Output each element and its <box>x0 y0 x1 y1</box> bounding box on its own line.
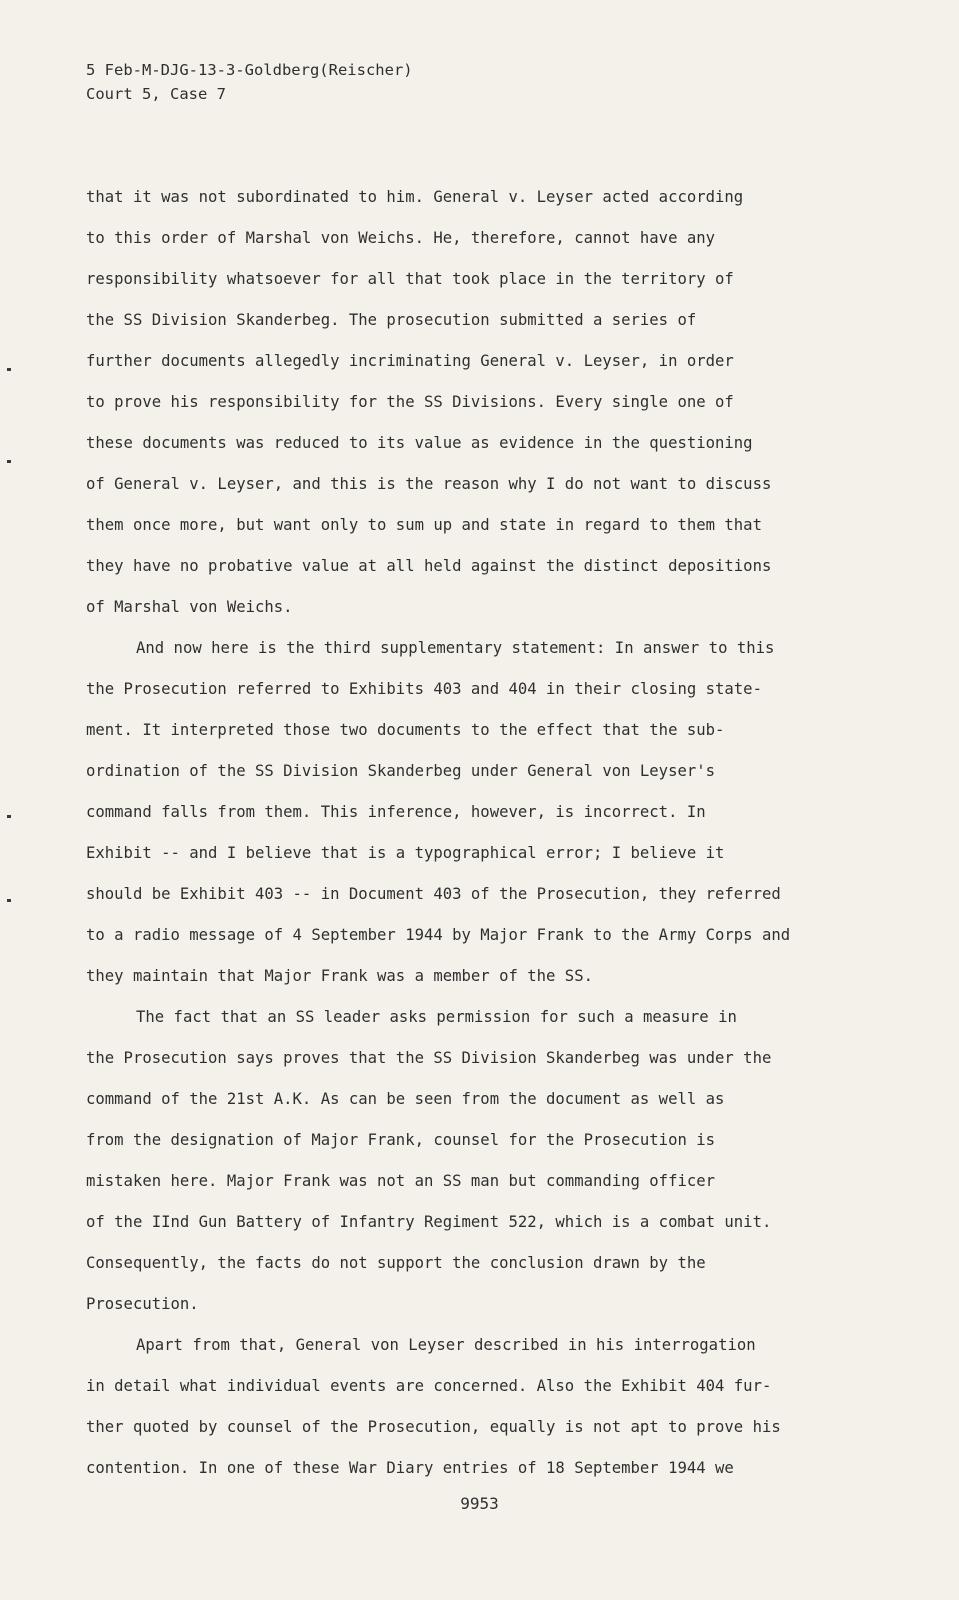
text-line: Prosecution. <box>86 1295 199 1313</box>
margin-mark <box>7 368 11 371</box>
text-line: The fact that an SS leader asks permission for such a measure in <box>136 1008 737 1026</box>
margin-mark <box>7 815 11 818</box>
text-line: Apart from that, General von Leyser described in his interrogation <box>136 1336 756 1354</box>
text-line: should be Exhibit 403 -- in Document 403 of the Prosecution, they referred <box>86 885 781 903</box>
header-court-case-line: Court 5, Case 7 <box>86 85 226 103</box>
text-line: of General v. Leyser, and this is the reason why I do not want to discuss <box>86 475 772 493</box>
text-line: responsibility whatsoever for all that took place in the territory of <box>86 270 734 288</box>
text-line: that it was not subordinated to him. General v. Leyser acted according <box>86 188 744 206</box>
text-line: Exhibit -- and I believe that is a typographical error; I believe it <box>86 844 725 862</box>
text-line: ther quoted by counsel of the Prosecution, equally is not apt to prove his <box>86 1418 781 1436</box>
page-number: 9953 <box>460 1494 499 1513</box>
text-line: to prove his responsibility for the SS Divisions. Every single one of <box>86 393 734 411</box>
text-line: them once more, but want only to sum up and state in regard to them that <box>86 516 762 534</box>
text-line: the Prosecution says proves that the SS Division Skanderbeg was under the <box>86 1049 772 1067</box>
text-line: mistaken here. Major Frank was not an SS man but commanding officer <box>86 1172 716 1190</box>
text-line: the Prosecution referred to Exhibits 403 and 404 in their closing state- <box>86 680 762 698</box>
text-line: these documents was reduced to its value as evidence in the questioning <box>86 434 753 452</box>
text-line: ment. It interpreted those two documents to the effect that the sub- <box>86 721 725 739</box>
body-text <box>86 177 886 1489</box>
header-reference-line: 5 Feb-M-DJG-13-3-Goldberg(Reischer) <box>86 61 413 79</box>
text-line: command falls from them. This inference, however, is incorrect. In <box>86 803 706 821</box>
text-line: ordination of the SS Division Skanderbeg under General von Leyser's <box>86 762 716 780</box>
text-line: the SS Division Skanderbeg. The prosecution submitted a series of <box>86 311 697 329</box>
text-line: they maintain that Major Frank was a member of the SS. <box>86 967 593 985</box>
text-line: command of the 21st A.K. As can be seen from the document as well as <box>86 1090 725 1108</box>
margin-mark <box>7 899 11 902</box>
margin-mark <box>7 460 11 463</box>
text-line: further documents allegedly incriminating General v. Leyser, in order <box>86 352 734 370</box>
text-line: in detail what individual events are concerned. Also the Exhibit 404 fur- <box>86 1377 772 1395</box>
text-line: from the designation of Major Frank, counsel for the Prosecution is <box>86 1131 716 1149</box>
text-line: contention. In one of these War Diary entries of 18 September 1944 we <box>86 1459 734 1477</box>
document-header <box>86 58 413 106</box>
text-line: Consequently, the facts do not support the conclusion drawn by the <box>86 1254 706 1272</box>
text-line: of Marshal von Weichs. <box>86 598 293 616</box>
text-line: to a radio message of 4 September 1944 by Major Frank to the Army Corps and <box>86 926 791 944</box>
text-line: to this order of Marshal von Weichs. He, therefore, cannot have any <box>86 229 716 247</box>
text-line: of the IInd Gun Battery of Infantry Regiment 522, which is a combat unit. <box>86 1213 772 1231</box>
text-line: And now here is the third supplementary statement: In answer to this <box>136 639 775 657</box>
text-line: they have no probative value at all held against the distinct depositions <box>86 557 772 575</box>
